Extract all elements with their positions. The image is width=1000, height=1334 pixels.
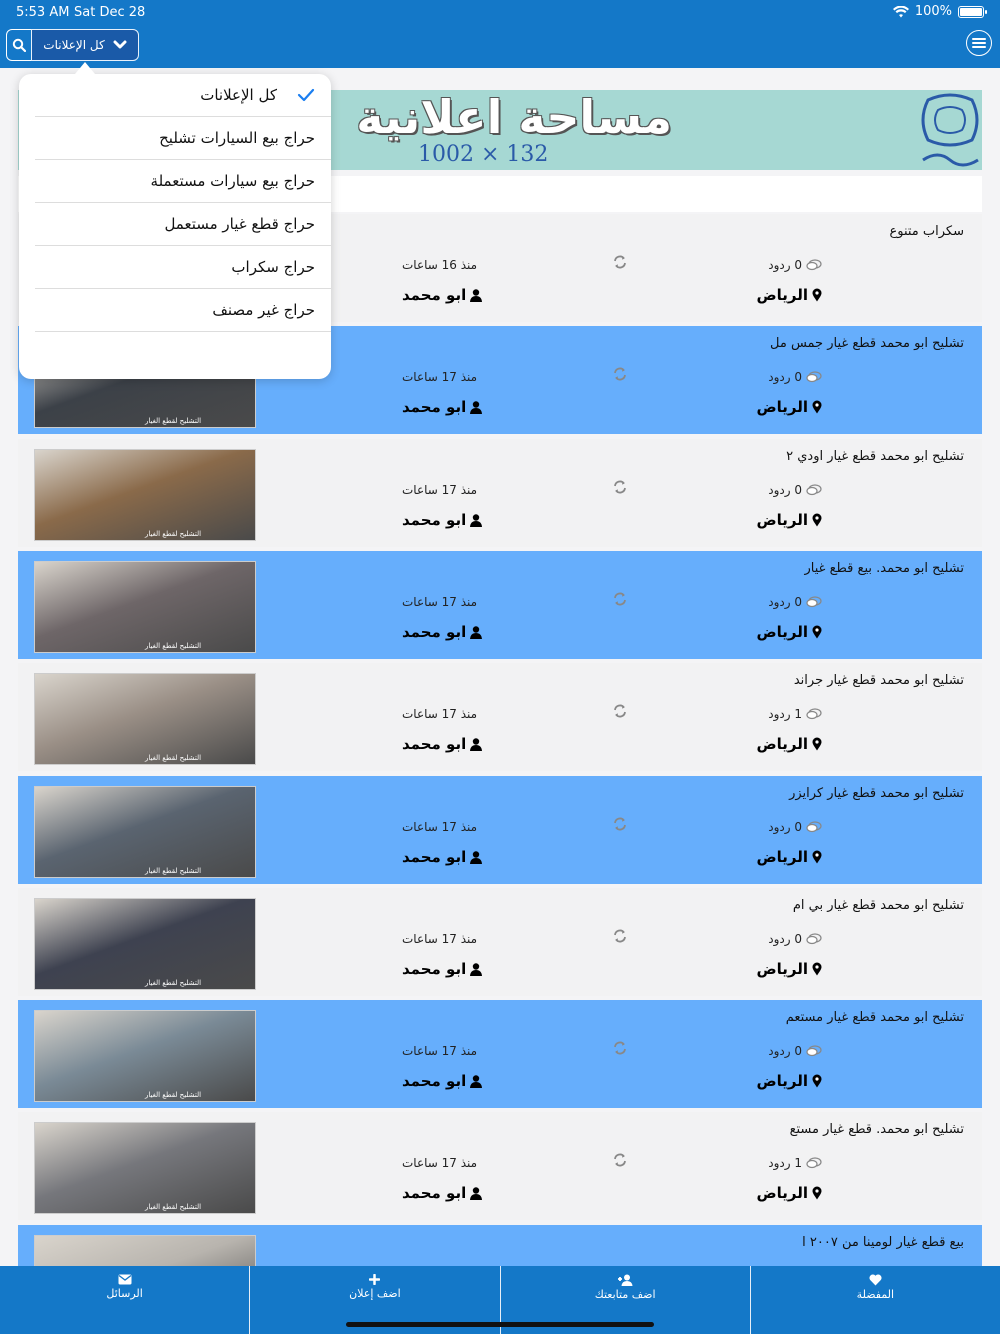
listing-time: منذ 17 ساعات [402, 932, 478, 946]
tab-add-ad-label: اضف إعلان [349, 1287, 401, 1300]
user-icon [470, 1075, 482, 1088]
refresh-icon[interactable] [612, 928, 628, 944]
listing-thumbnail[interactable] [34, 673, 256, 765]
listing-row[interactable] [18, 551, 982, 659]
user-icon [470, 289, 482, 302]
listing-row[interactable] [18, 439, 982, 547]
listing-city-name: الرياض [756, 735, 808, 753]
ornament-icon [918, 90, 982, 170]
listing-title[interactable]: تشليح ابو محمد قطع غيار جراند [793, 673, 964, 688]
dropdown-item-label: كل الإعلانات [200, 86, 277, 104]
listing-replies [768, 1044, 822, 1058]
listing-time: منذ 17 ساعات [402, 1044, 478, 1058]
listing-city [756, 1072, 822, 1090]
listing-replies-count: 0 ردود [768, 932, 802, 946]
dropdown-arrow [75, 62, 95, 74]
tab-favorites-label: المفضلة [856, 1288, 895, 1301]
comment-icon [806, 821, 822, 833]
search-icon [12, 38, 26, 52]
listing-city-name: الرياض [756, 398, 808, 416]
listing-replies [768, 258, 822, 272]
category-dropdown [19, 74, 331, 379]
listing-row[interactable] [18, 1000, 982, 1108]
listing-thumbnail[interactable] [34, 1010, 256, 1102]
listing-replies-count: 0 ردود [768, 258, 802, 272]
comment-icon [806, 1045, 822, 1057]
listing-city-name: الرياض [756, 623, 808, 641]
listing-replies [768, 932, 822, 946]
listing-user[interactable] [402, 511, 482, 529]
map-marker-icon [812, 625, 822, 639]
listing-user-name: ابو محمد [402, 960, 467, 978]
banner-text: مساحة اعلانية [356, 90, 672, 144]
tab-favorites[interactable] [751, 1266, 1000, 1334]
listing-city-name: الرياض [756, 960, 808, 978]
map-marker-icon [812, 962, 822, 976]
listing-replies [768, 707, 822, 721]
listing-replies-count: 0 ردود [768, 370, 802, 384]
map-marker-icon [812, 737, 822, 751]
listing-replies-count: 1 ردود [768, 1156, 802, 1170]
thumbnail-watermark: التشليح لقطع الغيار [145, 867, 202, 875]
dropdown-item[interactable] [35, 117, 331, 160]
thumbnail-watermark: التشليح لقطع الغيار [145, 642, 202, 650]
plus-icon [369, 1274, 380, 1285]
listing-time: منذ 17 ساعات [402, 820, 478, 834]
map-marker-icon [812, 513, 822, 527]
listing-user-name: ابو محمد [402, 1184, 467, 1202]
map-marker-icon [812, 1074, 822, 1088]
thumbnail-watermark: التشليح لقطع الغيار [145, 979, 202, 987]
listing-city [756, 623, 822, 641]
listing-city [756, 398, 822, 416]
listing-city [756, 848, 822, 866]
comment-icon [806, 484, 822, 496]
refresh-icon[interactable] [612, 816, 628, 832]
map-marker-icon [812, 400, 822, 414]
battery-percent: 100% [914, 4, 952, 19]
comment-icon [806, 371, 822, 383]
listing-thumbnail[interactable] [34, 561, 256, 653]
listing-user[interactable] [402, 623, 482, 641]
add-user-icon [617, 1274, 633, 1286]
chevron-down-icon [113, 40, 127, 50]
home-indicator [346, 1322, 654, 1327]
status-time: 5:53 AM [16, 5, 70, 20]
user-icon [470, 963, 482, 976]
listing-thumbnail[interactable] [34, 1122, 256, 1214]
listing-replies [768, 483, 822, 497]
map-marker-icon [812, 850, 822, 864]
listing-row[interactable] [18, 663, 982, 771]
user-icon [470, 514, 482, 527]
listing-user-name: ابو محمد [402, 398, 467, 416]
listing-replies-count: 1 ردود [768, 707, 802, 721]
listing-city [756, 286, 822, 304]
map-marker-icon [812, 288, 822, 302]
listing-thumbnail[interactable] [34, 898, 256, 990]
comment-icon [806, 933, 822, 945]
listing-replies [768, 820, 822, 834]
user-icon [470, 401, 482, 414]
listing-user-name: ابو محمد [402, 511, 467, 529]
search-button[interactable] [6, 29, 32, 61]
listing-time: منذ 17 ساعات [402, 595, 478, 609]
tab-messages[interactable] [0, 1266, 250, 1334]
listing-user-name: ابو محمد [402, 848, 467, 866]
listing-title[interactable]: تشليح ابو محمد قطع غيار بي ام [792, 898, 964, 913]
listing-city [756, 960, 822, 978]
status-date: Sat Dec 28 [74, 5, 146, 20]
dropdown-item-label: حراج بيع السيارات تشليح [159, 129, 315, 147]
listing-city-name: الرياض [756, 848, 808, 866]
wifi-icon [893, 6, 909, 18]
listing-city [756, 735, 822, 753]
dropdown-item-label: حراج سكراب [231, 258, 315, 276]
listing-user[interactable] [402, 1184, 482, 1202]
dropdown-item[interactable] [35, 289, 331, 332]
top-header [0, 0, 1000, 68]
listing-replies-count: 0 ردود [768, 820, 802, 834]
listing-city-name: الرياض [756, 1072, 808, 1090]
listing-city-name: الرياض [756, 1184, 808, 1202]
listing-title[interactable]: سكراب متنوع [889, 224, 964, 239]
user-icon [470, 738, 482, 751]
thumbnail-watermark: التشليح لقطع الغيار [145, 1091, 202, 1099]
listing-row[interactable] [18, 1112, 982, 1220]
listing-city [756, 511, 822, 529]
listing-row[interactable] [18, 776, 982, 884]
dropdown-item[interactable] [35, 74, 331, 117]
thumbnail-watermark: التشليح لقطع الغيار [145, 417, 202, 425]
tab-messages-label: الرسائل [106, 1287, 143, 1300]
listing-user[interactable] [402, 735, 482, 753]
listing-user[interactable] [402, 1072, 482, 1090]
tab-add-follow-label: اضف متابعتك [594, 1288, 656, 1301]
dropdown-item[interactable] [35, 246, 331, 289]
thumbnail-watermark: التشليح لقطع الغيار [145, 754, 202, 762]
listing-title[interactable]: تشليح ابو محمد. بيع قطع غيار [804, 561, 964, 576]
comment-icon [806, 1157, 822, 1169]
checkmark-icon [297, 88, 315, 102]
comment-icon [806, 596, 822, 608]
listing-replies-count: 0 ردود [768, 483, 802, 497]
thumbnail-watermark: التشليح لقطع الغيار [145, 530, 202, 538]
refresh-icon[interactable] [612, 591, 628, 607]
listing-title[interactable]: تشليح ابو محمد قطع غيار كرايزر [789, 786, 964, 801]
listing-title[interactable]: تشليح ابو محمد قطع غيار جمس مل [770, 336, 964, 351]
listing-title[interactable]: تشليح ابو محمد قطع غيار اودي ٢ [786, 449, 964, 464]
envelope-icon [118, 1274, 132, 1285]
listing-user-name: ابو محمد [402, 735, 467, 753]
listing-city-name: الرياض [756, 511, 808, 529]
listing-thumbnail[interactable] [34, 449, 256, 541]
banner-size: 1002 × 132 [418, 142, 549, 167]
listing-user[interactable] [402, 960, 482, 978]
listing-time: منذ 17 ساعات [402, 707, 478, 721]
hamburger-menu-button[interactable] [966, 30, 992, 56]
listing-user-name: ابو محمد [402, 1072, 467, 1090]
listing-title[interactable]: تشليح ابو محمد قطع غيار مستعم [785, 1010, 964, 1025]
dropdown-item-label: حراج قطع غيار مستعمل [164, 215, 315, 233]
refresh-icon[interactable] [612, 254, 628, 270]
listing-replies-count: 0 ردود [768, 595, 802, 609]
refresh-icon[interactable] [612, 479, 628, 495]
battery-icon [958, 6, 984, 18]
dropdown-item-label: حراج بيع سيارات مستعملة [150, 172, 315, 190]
listing-replies [768, 1156, 822, 1170]
thumbnail-watermark: التشليح لقطع الغيار [145, 1203, 202, 1211]
listing-city [756, 1184, 822, 1202]
listing-replies [768, 595, 822, 609]
listing-time: منذ 17 ساعات [402, 370, 478, 384]
listing-title[interactable]: بيع قطع غيار لومينا من ٢٠٠٧ ا [802, 1235, 964, 1250]
listing-time: منذ 16 ساعات [402, 258, 478, 272]
listing-replies [768, 370, 822, 384]
status-right [893, 4, 984, 19]
comment-icon [806, 708, 822, 720]
map-marker-icon [812, 1186, 822, 1200]
listing-row[interactable] [18, 888, 982, 996]
listing-user[interactable] [402, 398, 482, 416]
comment-icon [806, 259, 822, 271]
listing-user[interactable] [402, 286, 482, 304]
refresh-icon[interactable] [612, 366, 628, 382]
refresh-icon[interactable] [612, 1152, 628, 1168]
heart-icon [869, 1274, 882, 1286]
user-icon [470, 1187, 482, 1200]
listing-time: منذ 17 ساعات [402, 483, 478, 497]
listing-user-name: ابو محمد [402, 623, 467, 641]
user-icon [470, 626, 482, 639]
dropdown-item-label: حراج غير مصنف [212, 301, 315, 319]
listing-title[interactable]: تشليح ابو محمد. قطع غيار مستع [789, 1122, 964, 1137]
category-filter-label: كل الإعلانات [43, 38, 105, 52]
listing-city-name: الرياض [756, 286, 808, 304]
refresh-icon[interactable] [612, 703, 628, 719]
listing-thumbnail[interactable] [34, 786, 256, 878]
dropdown-item[interactable] [35, 203, 331, 246]
menu-icon [972, 37, 986, 49]
listing-replies-count: 0 ردود [768, 1044, 802, 1058]
dropdown-item[interactable] [35, 160, 331, 203]
refresh-icon[interactable] [612, 1040, 628, 1056]
user-icon [470, 851, 482, 864]
listing-user-name: ابو محمد [402, 286, 467, 304]
listing-time: منذ 17 ساعات [402, 1156, 478, 1170]
listing-user[interactable] [402, 848, 482, 866]
category-filter-button[interactable] [31, 29, 139, 61]
